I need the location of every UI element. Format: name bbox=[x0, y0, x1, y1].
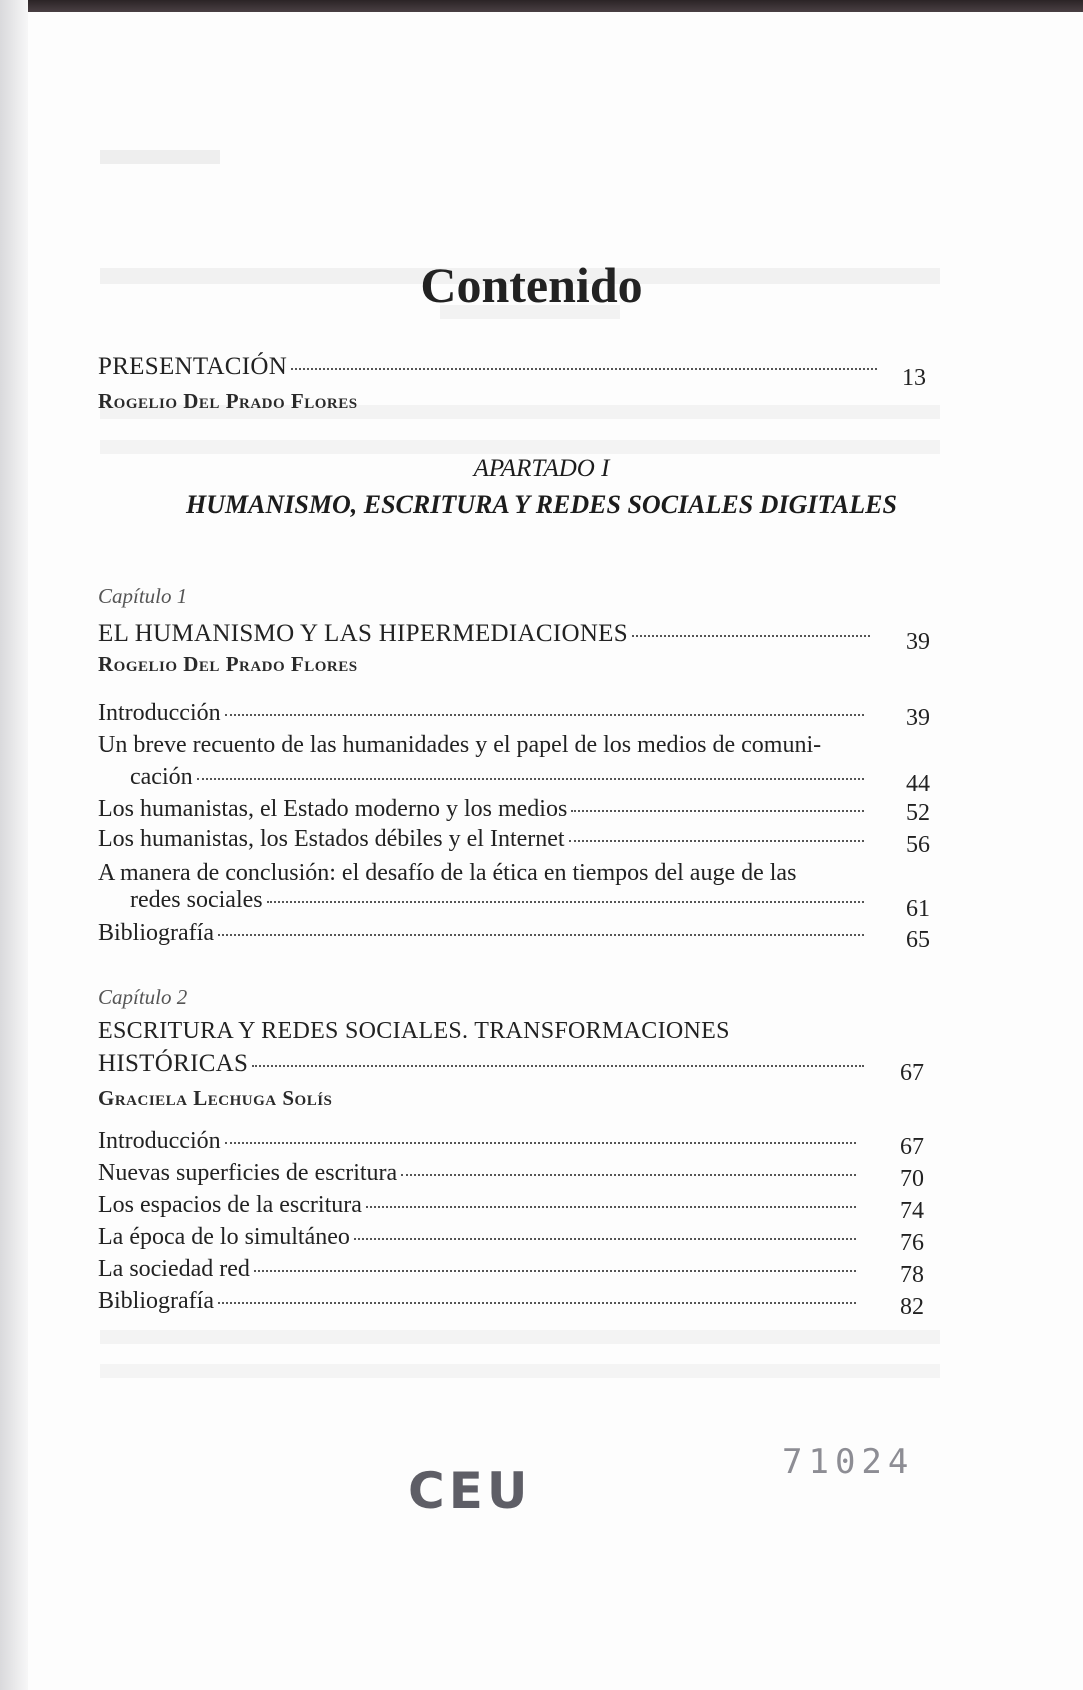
toc-entry: Los humanistas, el Estado moderno y los medios bbox=[98, 796, 868, 823]
chapter-label: Capítulo 2 bbox=[98, 985, 188, 1009]
toc-entry: Bibliografía bbox=[98, 1288, 860, 1315]
author-name: Rogelio Del Prado Flores bbox=[98, 389, 358, 413]
leader-dots bbox=[632, 635, 870, 637]
page-title: Contenido bbox=[420, 256, 643, 313]
toc-entry: Nuevas superficies de escritura bbox=[98, 1160, 860, 1187]
toc-page-number: 82 bbox=[900, 1294, 924, 1320]
chapter-title-2: ESCRITURA Y REDES SOCIALES. TRANSFORMACIONES bbox=[98, 1018, 730, 1044]
handwritten-inventory-number: 71024 bbox=[782, 1442, 915, 1482]
toc-entry: Los espacios de la escritura bbox=[98, 1192, 860, 1219]
chapter-title-2-cont: HISTÓRICAS bbox=[98, 1050, 868, 1078]
author-name: Rogelio Del Prado Flores bbox=[98, 652, 358, 676]
chapter-title-1: EL HUMANISMO Y LAS HIPERMEDIACIONES bbox=[98, 620, 874, 648]
toc-page-number: 67 bbox=[900, 1134, 924, 1160]
leader-dots bbox=[291, 368, 877, 370]
toc-entry-continuation: cación bbox=[130, 764, 868, 791]
toc-entry: La época de lo simultáneo bbox=[98, 1224, 860, 1251]
toc-page-number: 44 bbox=[906, 771, 930, 797]
toc-page-number: 65 bbox=[906, 927, 930, 953]
toc-page-number: 70 bbox=[900, 1166, 924, 1192]
toc-entry: Introducción bbox=[98, 1128, 860, 1155]
toc-page-number: 39 bbox=[906, 629, 930, 655]
toc-page-number: 56 bbox=[906, 832, 930, 858]
toc-page-number: 67 bbox=[900, 1060, 924, 1086]
toc-entry: Los humanistas, los Estados débiles y el Internet bbox=[98, 826, 868, 853]
toc-entry-continuation: redes sociales bbox=[130, 887, 868, 914]
toc-entry: La sociedad red bbox=[98, 1256, 860, 1283]
show-through-text bbox=[100, 1364, 940, 1378]
show-through-text bbox=[100, 440, 940, 454]
toc-entry: Un breve recuento de las humanidades y el papel de los medios de comuni- bbox=[98, 732, 822, 758]
toc-page-number: 13 bbox=[902, 365, 926, 391]
chapter-label: Capítulo 1 bbox=[98, 584, 188, 608]
toc-entry-presentacion bbox=[98, 353, 881, 381]
toc-entry: Bibliografía bbox=[98, 920, 868, 947]
show-through-text bbox=[100, 150, 220, 164]
toc-entry: A manera de conclusión: el desafío de la ética en tiempos del auge de las bbox=[98, 860, 797, 886]
toc-entry-label: PRESENTACIÓN bbox=[98, 353, 288, 380]
author-name: Graciela Lechuga Solís bbox=[98, 1086, 333, 1110]
toc-page-number: 52 bbox=[906, 800, 930, 826]
page-gutter-shadow bbox=[0, 0, 28, 1690]
section-label: APARTADO I bbox=[473, 455, 610, 482]
section-title: HUMANISMO, ESCRITURA Y REDES SOCIALES DIGITALES bbox=[186, 490, 897, 519]
toc-page-number: 76 bbox=[900, 1230, 924, 1256]
toc-page-number: 61 bbox=[906, 896, 930, 922]
toc-entry: Introducción bbox=[98, 700, 868, 727]
toc-page-number: 39 bbox=[906, 705, 930, 731]
scan-top-edge bbox=[0, 0, 1083, 12]
toc-page-number: 78 bbox=[900, 1262, 924, 1288]
toc-page-number: 74 bbox=[900, 1198, 924, 1224]
library-stamp: CEU bbox=[408, 1462, 532, 1520]
show-through-text bbox=[100, 1330, 940, 1344]
